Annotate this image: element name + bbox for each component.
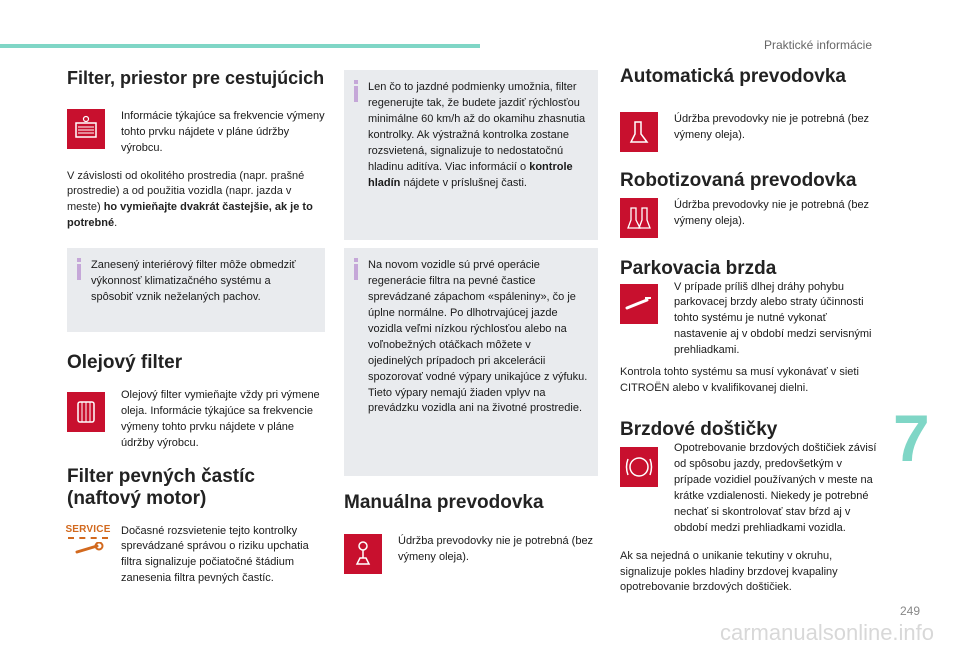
automatic-gearbox-icon-text: Údržba prevodovky nie je potrebná (bez výmeny oleja).: [674, 112, 870, 141]
manual-gearbox-row: [344, 534, 598, 574]
robotized-gearbox-row: [620, 198, 878, 238]
particle-filter-icon-text: Dočasné rozsvietenie tejto kontrolky sprevádzané správou o riziku upchatia filtra signalizuje počiatočné štádium zanesenia filtra pevných častíc.: [121, 524, 309, 585]
particle-filter-row: [67, 524, 325, 588]
service-label: SERVICE: [65, 523, 111, 535]
oil-filter-icon-text: Olejový filter vymieňajte vždy pri výmene oleja. Informácie týkajúce sa frekvencie výmeny tohto prvku nájdete v pláne údržby výrobcu.: [121, 389, 320, 449]
column-1: [67, 60, 325, 587]
regeneration-info-bold: kontrole hladín: [368, 160, 573, 189]
header-title: Praktické informácie: [763, 38, 872, 52]
cabin-filter-body-bold: ho vymieňajte dvakrát častejšie, ak je to potrebné: [67, 201, 313, 230]
chapter-number: 7: [893, 401, 930, 475]
watermark: carmanualsonline.info: [720, 620, 935, 645]
oil-filter-icon: [67, 392, 105, 432]
manual-gearbox-heading: Manuálna prevodovka: [344, 492, 544, 513]
cabin-filter-body-a: V závislosti od okolitého prostredia (napr. prašné prostredie) a od použitia vozidla (napr. jazda v meste): [67, 169, 305, 214]
header-accent-bar: [0, 44, 480, 48]
parking-brake-icon: [620, 284, 658, 324]
parking-brake-body: Kontrola tohto systému sa musí vykonávať v sieti CITROËN alebo v kvalifikovanej dielni.: [620, 366, 859, 395]
cabin-filter-info-text: Zanesený interiérový filter môže obmedziť výkonnosť klimatizačného systému a spôsobiť vznik neželaných pachov.: [91, 259, 296, 304]
info-icon: [75, 258, 85, 280]
new-vehicle-info-box: [344, 248, 598, 476]
cabin-filter-info-box: [67, 248, 325, 332]
brake-pads-row: [620, 441, 878, 537]
oil-filter-heading: Olejový filter: [67, 352, 183, 374]
manual-gearbox-icon: [344, 534, 382, 574]
robotized-gearbox-heading: Robotizovaná prevodovka: [620, 169, 857, 191]
page-number: 249: [900, 604, 921, 618]
regeneration-info-b: nájdete v príslušnej časti.: [400, 176, 527, 189]
particle-filter-heading-line2: (naftový motor): [67, 487, 207, 509]
particle-filter-heading-line1: Filter pevných častíc: [67, 465, 255, 487]
parking-brake-row: [620, 280, 878, 360]
column-3: [620, 66, 878, 596]
new-vehicle-info-text: Na novom vozidle sú prvé operácie regenerácie filtra na pevné častice sprevádzané zápachom «spáleniny», čo je úplne normálne. Po dlhotrvajúcej jazde vozidla veľmi nízkou rýchlosťou alebo na voľnobežných otáčkach môžete v ojedinelých prípadoch pri akcelerácii spozorovať vodné výpary unikajúce z výfuku. Tieto výpary nemajú žiaden vplyv na prevádzku vozidla ani na životné prostredie.: [368, 259, 588, 415]
automatic-gearbox-icon: [620, 112, 658, 152]
info-icon: [352, 258, 362, 280]
wrench-icon: [71, 542, 105, 556]
cabin-filter-icon: [67, 109, 105, 149]
cabin-filter-body-b: .: [114, 217, 118, 230]
automatic-gearbox-row: [620, 112, 878, 152]
robotized-gearbox-icon-text: Údržba prevodovky nie je potrebná (bez výmeny oleja).: [674, 198, 870, 227]
robotized-gearbox-icon: [620, 198, 658, 238]
regeneration-info-box: [344, 70, 598, 240]
brake-pads-heading: Brzdové doštičky: [620, 419, 778, 441]
cabin-filter-icon-text: Informácie týkajúce sa frekvencie výmeny tohto prvku nájdete v pláne údržby výrobcu.: [121, 109, 325, 154]
cabin-filter-body: [67, 169, 325, 233]
column-2: [344, 70, 598, 574]
brake-pads-icon-text: Opotrebovanie brzdových doštičiek závisí od spôsobu jazdy, predovšetkým v prípade vozidiel používaných v meste na krátke vzdialenosti. Niekedy je potrebné nechať si skontrolovať stav bŕzd aj v období medzi prehliadkami vozidla.: [674, 441, 877, 534]
brake-pads-icon: [620, 447, 658, 487]
parking-brake-heading: Parkovacia brzda: [620, 257, 777, 279]
parking-brake-icon-text: V prípade príliš dlhej dráhy pohybu parkovacej brzdy alebo straty účinnosti tohto systému je nutné vykonať nastavenie aj v období medzi servisnými prehliadkami.: [674, 280, 872, 357]
regeneration-info-text: [368, 80, 588, 192]
oil-filter-row: [67, 388, 325, 452]
cabin-filter-heading: Filter, priestor pre cestujúcich: [67, 68, 325, 88]
manual-gearbox-icon-text: Údržba prevodovky nie je potrebná (bez výmeny oleja).: [398, 534, 594, 563]
cabin-filter-row: [67, 109, 325, 157]
particle-filter-heading: [67, 466, 325, 510]
regeneration-info-a: Len čo to jazdné podmienky umožnia, filter regenerujte tak, že budete jazdiť rýchlosťou minimálne 60 km/h až do okamihu zhasnutia kontrolky. Ak výstražná kontrolka zostane rozsvietená, signalizuje to nedostatočnú hladinu aditíva. Viac informácií o: [368, 81, 586, 173]
brake-pads-body: Ak sa nejedná o unikanie tekutiny v okruhu, signalizuje pokles hladiny brzdovej kvapaliny opotrebovanie brzdových doštičiek.: [620, 549, 838, 594]
service-warning-icon: [67, 524, 109, 564]
automatic-gearbox-heading: Automatická prevodovka: [620, 66, 846, 87]
info-icon: [352, 80, 362, 102]
